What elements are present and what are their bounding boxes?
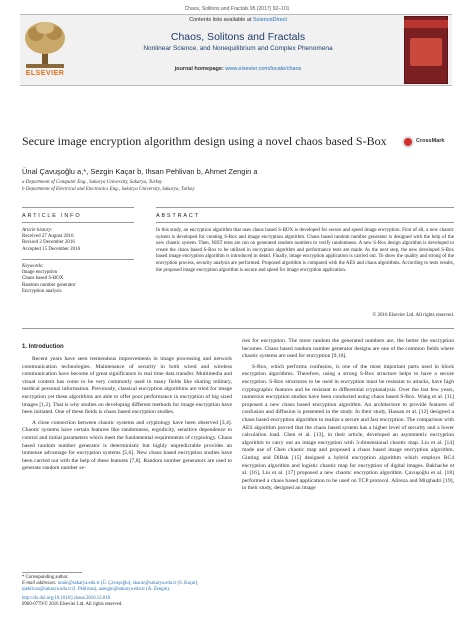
- front-matter-rule-bottom: [22, 328, 454, 329]
- footnotes: [22, 575, 232, 608]
- keywords-label: Keywords:: [22, 264, 44, 269]
- email-addresses: [22, 581, 232, 593]
- journal-subtitle: Nonlinear Science, and Nonequilibrium and Complex Phenomena: [143, 45, 333, 52]
- journal-homepage-line: [80, 66, 396, 72]
- paragraph: S-Box, which performs confusion, is one of the most important parts used in block encryption algorithms. Therefore, using a strong S-Box structure helps to have a secure encryption. S-Box structures to be used in encryption must be resistant to attacks, have high cryptographic features and be resistant to differential cryptanalysis. Over the last few years, numerous encryption studies have been conducted using chaos based S-Box. Wang et al. [11] proposed a new chaos based encryption algorithm. An architecture to provide features of confusion and diffusion is presented in the study. In their study, Hassan et al. [12] designed a chaos based encryption algorithm to realize a secure and fast encryption. The comparison with AES algorithm proved that the chaos based system has a higher level of security and a lower calculation load. Chen et al. [13], in their article, developed an asymmetric encryption algorithm to carry out an image encryption with 3-dimensional chaotic map. Liu et al. [14] made use of Chen chaotic map and proposed a chaos based image encryption algorithm. Ginting and DiBak [15] designed a hybrid encryption algorithm which employs RC4 encryption algorithm and logistic chaotic map for encryption of digital images. Bakhache et al. [16], Liu et al. [17] proposed a new chaotic encryption algorithm. Çavuşoğlu et al. [18] performed a chaos based application to be used on TCP protocol. Alireza and Mirghadri [19], in their study, designed an image: [242, 363, 454, 492]
- author-list: Ünal Çavuşoğlu a,*, Sezgin Kaçar b, Ihsan Pehlivan b, Ahmet Zengin a: [22, 167, 258, 176]
- publisher-logo-text: ELSEVIER: [25, 70, 65, 77]
- paragraph: ries for encryption. The more random the generated numbers are, the better the encryption becomes. Chaos based random number generator designs are one of the common fields where chaotic systems are used for encryption [9,10].: [242, 338, 454, 360]
- elsevier-logo-tree: [22, 20, 68, 70]
- article-info-rule-mid: [22, 222, 134, 223]
- accepted-date: Accepted 15 December 2016: [22, 246, 81, 252]
- affiliation-a: a Department of Computer Eng., Sakarya University, Sakarya, Turkey: [22, 180, 163, 185]
- abstract-copyright: © 2016 Elsevier Ltd. All rights reserved.: [372, 313, 454, 318]
- journal-cover-band: [404, 20, 448, 28]
- running-head: Chaos, Solitons and Fractals 95 (2017) 92–101: [184, 6, 290, 12]
- abstract-heading: ABSTRACT: [156, 213, 200, 219]
- contents-prefix: Contents lists available at: [189, 17, 252, 23]
- homepage-link[interactable]: www.elsevier.com/locate/chaos: [225, 66, 302, 72]
- corresponding-author-note: * Corresponding author.: [22, 575, 69, 580]
- crossmark-badge[interactable]: [402, 136, 454, 150]
- revised-date: Revised 2 December 2016: [22, 240, 75, 246]
- affiliation-b: b Department of Electrical and Electronics Eng., Sakarya University, Sakarya, Turkey: [22, 187, 195, 192]
- article-title: Secure image encryption algorithm design using a novel chaos based S-Box: [22, 134, 387, 148]
- article-info-heading: ARTICLE INFO: [22, 213, 82, 219]
- article-info-rule-top: [22, 207, 134, 208]
- homepage-prefix: journal homepage:: [174, 66, 224, 72]
- crossmark-icon: [402, 136, 414, 148]
- history-label: Article history:: [22, 228, 53, 233]
- article-history: [22, 228, 134, 253]
- footnote-rule: [22, 572, 82, 573]
- keywords-block: [22, 264, 134, 295]
- sciencedirect-link[interactable]: ScienceDirect: [252, 17, 287, 23]
- email-links[interactable]: unalc@sakarya.edu.tr (Ü. Çavuşoğlu), skacar@sakarya.edu.tr (S. Kaçar), ipehlivan@sakarya.edu.tr (I. Pehlivan), azengin@sakarya.edu.tr (A. Zengin).: [22, 581, 199, 592]
- received-date: Received 27 August 2016: [22, 234, 74, 240]
- crossmark-label: CrossMark: [416, 138, 445, 144]
- keyword-item: Random number generator: [22, 282, 76, 288]
- keyword-item: Chaos based S-BOX: [22, 276, 64, 282]
- abstract-rule-mid: [156, 222, 454, 223]
- contents-line: [80, 17, 396, 23]
- abstract-rule-top: [156, 207, 454, 208]
- paragraph: A close connection between chaotic systems and cryptology have been observed [3,4]. Chaotic systems have certain features like randomness, ergodicity, sensitive dependence to control and initial parameters which meet the fundamental requirements of cryptology. Chaos based random number generator is deterministic but highly unpredictable provides an immense advantage for encryption systems [5,6]. New chaos based encryption studies have been carried out with the help of these features [7,8]. Random number generators are used to generate random number se-: [22, 419, 232, 472]
- paragraph: Recent years have seen tremendous improvements in image processing and network communication technologies. Maintenance of security in both wired and wireless communication have become of great significance in real time data transfer. Multimedia and visual content has come to be very commonly used in many fields like sharing military, medical personal information. Previously, classical encryption algorithms are tried for image encryption yet these algorithms are able to offer poor performance in encryption of big sized images [1,2]. That is why studies on developing different methods for image encryption have been initiated. One of these fields is chaos based encryption studies.: [22, 356, 232, 416]
- journal-cover-art: [410, 38, 442, 66]
- body-column-left: [22, 356, 232, 473]
- keyword-item: Encryption analysis: [22, 288, 62, 294]
- article-info-rule-keywords: [22, 259, 134, 260]
- section-heading-introduction: 1. Introduction: [22, 344, 64, 350]
- keyword-item: Image encryption: [22, 270, 58, 276]
- body-column-right: [242, 338, 454, 493]
- email-label: E-mail addresses:: [22, 581, 57, 586]
- doi-link[interactable]: http://dx.doi.org/10.1016/j.chaos.2016.12.018: [22, 596, 110, 601]
- journal-title: Chaos, Solitons and Fractals: [170, 31, 306, 43]
- abstract-text: In this study, an encryption algorithm that uses chaos based S-BOX is developed for secure and speed image encryption. First of all, a new chaotic system is developed for creating S-Box and image encryption algorithm. Chaos based random number generator is designed with the help of the new chaotic system. Then, NIST tests are run on generated random numbers to verify randomness. A new S-Box design algorithm is developed to create the chaos based S-Box to be utilized in encryption algorithm and performance tests are made. As the next step, the new developed S-Box based image encryption algorithm is introduced in detail. Finally, image encryption application is carried out. To show the quality and strong of the encryption process, security analysis are performed. Proposed algorithm is compared with the AES and chaos algorithms. According to tests results, the proposed image encryption algorithm is secure and speed for image encryption application.: [156, 228, 454, 273]
- issn-line: 0960-0779/© 2016 Elsevier Ltd. All rights reserved.: [22, 602, 123, 607]
